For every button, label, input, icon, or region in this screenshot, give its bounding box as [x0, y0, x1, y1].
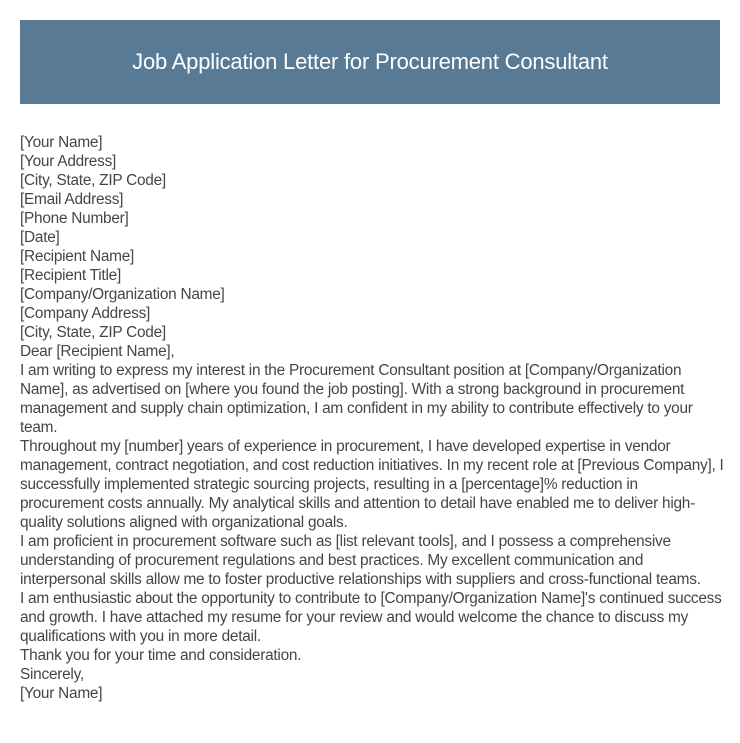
closing: Sincerely,: [20, 666, 84, 683]
recipient-title: [Recipient Title]: [20, 267, 121, 284]
paragraph-experience: Throughout my [number] years of experience in procurement, I have developed expertise in vendor management, contract negotiation, and cost reduction initiatives. In my recent role at [Previous Company], I successfully implemented strategic sourcing projects, resulting in a [percentage]% reduction in procurement costs annually. My analytical skills and attention to detail have enabled me to deliver high-quality solutions aligned with organizational goals.: [20, 438, 724, 531]
letter-body: [20, 133, 725, 703]
paragraph-skills: I am proficient in procurement software such as [list relevant tools], and I possess a comprehensive understanding of procurement regulations and best practices. My excellent communication and interpersonal skills allow me to foster productive relationships with suppliers and cross-functional teams.: [20, 533, 701, 588]
sender-email: [Email Address]: [20, 191, 124, 208]
recipient-company: [Company/Organization Name]: [20, 286, 225, 303]
title-banner: [20, 20, 720, 104]
sender-name: [Your Name]: [20, 134, 103, 151]
paragraph-intro: I am writing to express my interest in the Procurement Consultant position at [Company/Organization Name], as advertised on [where you found the job posting]. With a strong background in procurement management and supply chain optimization, I am confident in my ability to contribute effectively to your team.: [20, 362, 693, 436]
salutation: Dear [Recipient Name],: [20, 343, 175, 360]
recipient-city-state-zip: [City, State, ZIP Code]: [20, 324, 166, 341]
sender-address: [Your Address]: [20, 153, 117, 170]
sender-city-state-zip: [City, State, ZIP Code]: [20, 172, 166, 189]
sender-phone: [Phone Number]: [20, 210, 129, 227]
paragraph-thanks: Thank you for your time and consideration.: [20, 647, 302, 664]
signature: [Your Name]: [20, 685, 103, 702]
recipient-address: [Company Address]: [20, 305, 151, 322]
letter-date: [Date]: [20, 229, 60, 246]
page-title: Job Application Letter for Procurement Consultant: [132, 49, 608, 74]
paragraph-enthusiasm: I am enthusiastic about the opportunity to contribute to [Company/Organization Name]'s continued success and growth. I have attached my resume for your review and would welcome the chance to discuss my qualifications with you in more detail.: [20, 590, 722, 645]
recipient-name: [Recipient Name]: [20, 248, 135, 265]
